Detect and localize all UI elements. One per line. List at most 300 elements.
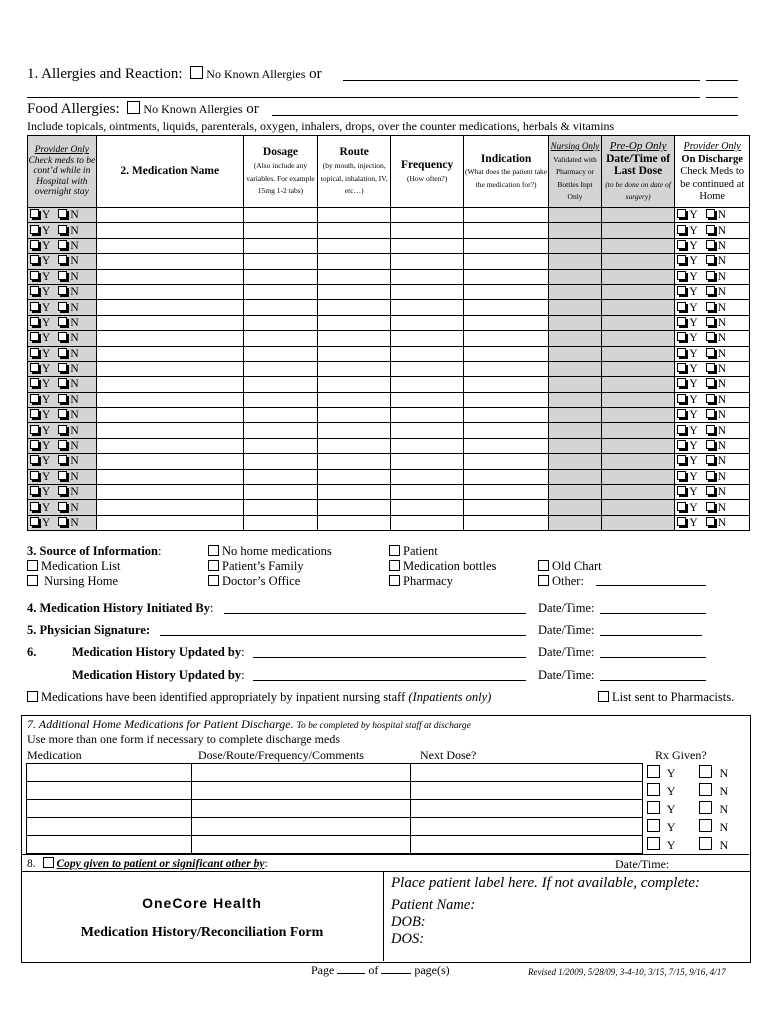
route-cell[interactable] [318, 208, 391, 223]
frequency-cell[interactable] [391, 254, 464, 269]
preop-cell[interactable] [601, 469, 675, 484]
no-checkbox[interactable] [706, 286, 715, 295]
no-checkbox[interactable] [706, 517, 715, 526]
no-checkbox[interactable] [58, 225, 67, 234]
preop-cell[interactable] [601, 361, 675, 376]
medication-name-cell[interactable] [96, 454, 243, 469]
nursing-cell[interactable] [549, 377, 602, 392]
route-cell[interactable] [318, 438, 391, 453]
no-checkbox[interactable] [58, 471, 67, 480]
route-cell[interactable] [318, 223, 391, 238]
discharge-row [27, 836, 749, 854]
datetime-input-1[interactable] [600, 613, 706, 614]
yes-checkbox[interactable] [677, 225, 686, 234]
yes-checkbox[interactable] [677, 209, 686, 218]
medication-name-cell[interactable] [96, 346, 243, 361]
rx-no-checkbox[interactable] [699, 819, 712, 832]
yes-checkbox[interactable] [677, 409, 686, 418]
indication-cell[interactable] [463, 377, 548, 392]
discharge-dose-cell[interactable] [192, 782, 411, 800]
dosage-cell[interactable] [243, 223, 317, 238]
medication-name-cell[interactable] [96, 254, 243, 269]
yes-checkbox[interactable] [677, 440, 686, 449]
source-no-home-meds-checkbox[interactable] [208, 545, 219, 556]
frequency-cell[interactable] [391, 423, 464, 438]
dosage-cell[interactable] [243, 377, 317, 392]
nursing-cell[interactable] [549, 515, 602, 530]
no-checkbox[interactable] [706, 409, 715, 418]
source-nursing-home-checkbox[interactable] [27, 575, 38, 586]
no-checkbox[interactable] [706, 486, 715, 495]
nursing-cell[interactable] [549, 300, 602, 315]
yes-checkbox[interactable] [677, 378, 686, 387]
medication-name-cell[interactable] [96, 300, 243, 315]
preop-cell[interactable] [601, 269, 675, 284]
dosage-cell[interactable] [243, 454, 317, 469]
dosage-cell[interactable] [243, 254, 317, 269]
yes-checkbox[interactable] [677, 471, 686, 480]
yes-checkbox[interactable] [677, 332, 686, 341]
discharge-dose-cell[interactable] [192, 818, 411, 836]
preop-cell[interactable] [601, 346, 675, 361]
source-bottles-checkbox[interactable] [389, 560, 400, 571]
preop-cell[interactable] [601, 392, 675, 407]
nursing-cell[interactable] [549, 423, 602, 438]
physician-signature-input[interactable] [160, 635, 526, 636]
route-cell[interactable] [318, 392, 391, 407]
nursing-cell[interactable] [549, 361, 602, 376]
route-cell[interactable] [318, 238, 391, 253]
no-checkbox[interactable] [706, 455, 715, 464]
no-checkbox[interactable] [58, 502, 67, 511]
yes-checkbox[interactable] [677, 317, 686, 326]
no-checkbox[interactable] [706, 332, 715, 341]
no-checkbox[interactable] [58, 486, 67, 495]
source-family-checkbox[interactable] [208, 560, 219, 571]
nursing-cell[interactable] [549, 454, 602, 469]
rx-no-checkbox[interactable] [699, 783, 712, 796]
medication-name-cell[interactable] [96, 438, 243, 453]
no-checkbox[interactable] [706, 363, 715, 372]
preop-cell[interactable] [601, 454, 675, 469]
indication-cell[interactable] [463, 408, 548, 423]
no-checkbox[interactable] [58, 302, 67, 311]
medication-name-cell[interactable] [96, 500, 243, 515]
food-nka-checkbox[interactable] [127, 101, 140, 114]
no-checkbox[interactable] [706, 255, 715, 264]
dosage-cell[interactable] [243, 438, 317, 453]
source-old-chart-checkbox[interactable] [538, 560, 549, 571]
dosage-cell[interactable] [243, 408, 317, 423]
yes-checkbox[interactable] [30, 286, 39, 295]
dosage-cell[interactable] [243, 315, 317, 330]
dosage-cell[interactable] [243, 515, 317, 530]
history-updated-1-input[interactable] [253, 657, 526, 658]
medication-name-cell[interactable] [96, 515, 243, 530]
header-provider-title: Provider Only [34, 145, 89, 156]
preop-cell[interactable] [601, 438, 675, 453]
rx-yes-checkbox[interactable] [647, 837, 660, 850]
dosage-cell[interactable] [243, 423, 317, 438]
yes-checkbox[interactable] [677, 286, 686, 295]
discharge-med-cell[interactable] [27, 782, 192, 800]
no-checkbox[interactable] [706, 225, 715, 234]
discharge-med-cell[interactable] [27, 764, 192, 782]
nursing-cell[interactable] [549, 485, 602, 500]
yes-checkbox[interactable] [30, 332, 39, 341]
nursing-cell[interactable] [549, 469, 602, 484]
no-checkbox[interactable] [706, 348, 715, 357]
preop-cell[interactable] [601, 377, 675, 392]
preop-cell[interactable] [601, 284, 675, 299]
frequency-cell[interactable] [391, 515, 464, 530]
yes-checkbox[interactable] [677, 240, 686, 249]
medication-name-cell[interactable] [96, 377, 243, 392]
yes-checkbox[interactable] [30, 409, 39, 418]
route-cell[interactable] [318, 500, 391, 515]
dosage-cell[interactable] [243, 469, 317, 484]
preop-cell[interactable] [601, 208, 675, 223]
rx-no-checkbox[interactable] [699, 765, 712, 778]
medication-name-cell[interactable] [96, 238, 243, 253]
route-cell[interactable] [318, 300, 391, 315]
frequency-cell[interactable] [391, 284, 464, 299]
discharge-dose-cell[interactable] [192, 836, 411, 854]
header-discharge-body: Check Meds to be continued at Home [680, 166, 745, 203]
frequency-cell[interactable] [391, 500, 464, 515]
no-checkbox[interactable] [706, 394, 715, 403]
rx-no-checkbox[interactable] [699, 801, 712, 814]
yes-checkbox[interactable] [30, 271, 39, 280]
nursing-cell[interactable] [549, 223, 602, 238]
no-checkbox[interactable] [58, 240, 67, 249]
indication-cell[interactable] [463, 454, 548, 469]
nursing-cell[interactable] [549, 208, 602, 223]
indication-cell[interactable] [463, 284, 548, 299]
frequency-cell[interactable] [391, 223, 464, 238]
no-checkbox[interactable] [706, 378, 715, 387]
route-cell[interactable] [318, 423, 391, 438]
no-checkbox[interactable] [58, 455, 67, 464]
yes-checkbox[interactable] [677, 502, 686, 511]
rx-yes-checkbox[interactable] [647, 801, 660, 814]
yes-checkbox[interactable] [677, 348, 686, 357]
yes-checkbox[interactable] [30, 440, 39, 449]
no-checkbox[interactable] [58, 394, 67, 403]
medication-name-cell[interactable] [96, 485, 243, 500]
provider-continue-cell [28, 223, 97, 238]
medication-row [28, 315, 750, 330]
no-checkbox[interactable] [58, 440, 67, 449]
no-checkbox[interactable] [706, 440, 715, 449]
yes-checkbox[interactable] [30, 302, 39, 311]
frequency-cell[interactable] [391, 408, 464, 423]
discharge-dose-cell[interactable] [192, 800, 411, 818]
nka-checkbox[interactable] [190, 66, 203, 79]
indication-cell[interactable] [463, 346, 548, 361]
medication-name-cell[interactable] [96, 469, 243, 484]
source-patient-checkbox[interactable] [389, 545, 400, 556]
frequency-cell[interactable] [391, 238, 464, 253]
yes-checkbox[interactable] [30, 348, 39, 357]
provider-continue-cell [28, 500, 97, 515]
medication-name-cell[interactable] [96, 408, 243, 423]
no-checkbox[interactable] [58, 255, 67, 264]
yes-checkbox[interactable] [30, 255, 39, 264]
yes-checkbox[interactable] [30, 486, 39, 495]
nursing-cell[interactable] [549, 254, 602, 269]
route-cell[interactable] [318, 284, 391, 299]
dosage-cell[interactable] [243, 208, 317, 223]
preop-cell[interactable] [601, 515, 675, 530]
yes-checkbox[interactable] [677, 271, 686, 280]
preop-cell[interactable] [601, 500, 675, 515]
medication-name-cell[interactable] [96, 269, 243, 284]
source-medication-list-checkbox[interactable] [27, 560, 38, 571]
allergies-input-line-end[interactable] [706, 80, 738, 81]
dosage-cell[interactable] [243, 392, 317, 407]
yes-label: Y [42, 470, 51, 483]
indication-cell[interactable] [463, 515, 548, 530]
nursing-cell[interactable] [549, 238, 602, 253]
indication-cell[interactable] [463, 300, 548, 315]
route-cell[interactable] [318, 485, 391, 500]
route-cell[interactable] [318, 254, 391, 269]
no-checkbox[interactable] [58, 209, 67, 218]
nursing-cell[interactable] [549, 315, 602, 330]
food-allergies-input-line[interactable] [272, 115, 738, 116]
route-cell[interactable] [318, 408, 391, 423]
indication-cell[interactable] [463, 331, 548, 346]
yes-checkbox[interactable] [30, 425, 39, 434]
medication-name-cell[interactable] [96, 392, 243, 407]
frequency-cell[interactable] [391, 269, 464, 284]
page-total-input[interactable] [381, 973, 411, 974]
history-initiated-input[interactable] [224, 613, 526, 614]
no-checkbox[interactable] [706, 425, 715, 434]
frequency-cell[interactable] [391, 485, 464, 500]
preop-cell[interactable] [601, 485, 675, 500]
medication-name-cell[interactable] [96, 223, 243, 238]
discharge-next-cell[interactable] [410, 836, 642, 854]
no-checkbox[interactable] [706, 271, 715, 280]
indication-cell[interactable] [463, 392, 548, 407]
no-checkbox[interactable] [58, 425, 67, 434]
yes-checkbox[interactable] [677, 302, 686, 311]
no-checkbox[interactable] [58, 271, 67, 280]
source-old-chart-label: Old Chart [552, 559, 602, 573]
discharge-next-cell[interactable] [410, 818, 642, 836]
preop-cell[interactable] [601, 408, 675, 423]
no-checkbox[interactable] [706, 302, 715, 311]
indication-cell[interactable] [463, 315, 548, 330]
discharge-next-cell[interactable] [410, 800, 642, 818]
allergies-input-line-2[interactable] [27, 97, 700, 98]
yes-checkbox[interactable] [30, 394, 39, 403]
preop-cell[interactable] [601, 315, 675, 330]
copy-checkbox[interactable] [43, 857, 54, 868]
dosage-cell[interactable] [243, 300, 317, 315]
medication-name-cell[interactable] [96, 315, 243, 330]
frequency-cell[interactable] [391, 315, 464, 330]
rx-yes-checkbox[interactable] [647, 819, 660, 832]
preop-cell[interactable] [601, 254, 675, 269]
datetime-input-2[interactable] [600, 635, 702, 636]
source-other-checkbox[interactable] [538, 575, 549, 586]
frequency-cell[interactable] [391, 438, 464, 453]
no-checkbox[interactable] [706, 502, 715, 511]
physician-signature-label: 5. Physician Signature: [27, 623, 151, 637]
preop-cell[interactable] [601, 238, 675, 253]
route-cell[interactable] [318, 315, 391, 330]
indication-cell[interactable] [463, 361, 548, 376]
frequency-cell[interactable] [391, 361, 464, 376]
yes-checkbox[interactable] [677, 517, 686, 526]
no-checkbox[interactable] [58, 409, 67, 418]
route-cell[interactable] [318, 346, 391, 361]
dosage-cell[interactable] [243, 500, 317, 515]
no-checkbox[interactable] [58, 286, 67, 295]
yes-checkbox[interactable] [30, 209, 39, 218]
no-checkbox[interactable] [58, 517, 67, 526]
frequency-cell[interactable] [391, 208, 464, 223]
yes-checkbox[interactable] [30, 455, 39, 464]
yes-checkbox[interactable] [30, 517, 39, 526]
source-doctor-checkbox[interactable] [208, 575, 219, 586]
indication-cell[interactable] [463, 223, 548, 238]
nursing-cell[interactable] [549, 438, 602, 453]
no-checkbox[interactable] [706, 317, 715, 326]
frequency-cell[interactable] [391, 377, 464, 392]
nursing-cell[interactable] [549, 500, 602, 515]
route-cell[interactable] [318, 454, 391, 469]
nursing-cell[interactable] [549, 346, 602, 361]
rx-yes-checkbox[interactable] [647, 765, 660, 778]
preop-cell[interactable] [601, 331, 675, 346]
no-checkbox[interactable] [58, 332, 67, 341]
frequency-cell[interactable] [391, 346, 464, 361]
source-other-input[interactable] [596, 585, 706, 586]
dosage-cell[interactable] [243, 485, 317, 500]
dosage-cell[interactable] [243, 284, 317, 299]
route-cell[interactable] [318, 361, 391, 376]
datetime-input-3[interactable] [600, 657, 706, 658]
no-checkbox[interactable] [706, 471, 715, 480]
nursing-cell[interactable] [549, 284, 602, 299]
rx-no-checkbox[interactable] [699, 837, 712, 850]
allergies-input-line-2-end[interactable] [706, 97, 738, 98]
discharge-next-cell[interactable] [410, 782, 642, 800]
source-pharmacy-checkbox[interactable] [389, 575, 400, 586]
yes-checkbox[interactable] [30, 317, 39, 326]
yes-checkbox[interactable] [30, 225, 39, 234]
preop-cell[interactable] [601, 423, 675, 438]
indication-cell[interactable] [463, 423, 548, 438]
dosage-cell[interactable] [243, 238, 317, 253]
indication-cell[interactable] [463, 254, 548, 269]
yes-checkbox[interactable] [677, 425, 686, 434]
discharge-dose-cell[interactable] [192, 764, 411, 782]
nursing-cell[interactable] [549, 392, 602, 407]
no-checkbox[interactable] [706, 209, 715, 218]
identified-checkbox[interactable] [27, 691, 38, 702]
dosage-cell[interactable] [243, 331, 317, 346]
indication-cell[interactable] [463, 269, 548, 284]
discharge-med-cell[interactable] [27, 800, 192, 818]
frequency-cell[interactable] [391, 392, 464, 407]
nursing-cell[interactable] [549, 331, 602, 346]
preop-cell[interactable] [601, 223, 675, 238]
no-checkbox[interactable] [58, 348, 67, 357]
rx-yes-checkbox[interactable] [647, 783, 660, 796]
yes-checkbox[interactable] [30, 502, 39, 511]
no-checkbox[interactable] [706, 240, 715, 249]
route-cell[interactable] [318, 377, 391, 392]
yes-label: Y [42, 455, 51, 468]
indication-cell[interactable] [463, 500, 548, 515]
page-number-input[interactable] [337, 973, 365, 974]
yes-checkbox[interactable] [677, 455, 686, 464]
medication-name-cell[interactable] [96, 284, 243, 299]
dosage-cell[interactable] [243, 361, 317, 376]
yes-checkbox[interactable] [677, 363, 686, 372]
medication-name-cell[interactable] [96, 423, 243, 438]
dosage-cell[interactable] [243, 269, 317, 284]
route-cell[interactable] [318, 515, 391, 530]
dosage-cell[interactable] [243, 346, 317, 361]
nursing-cell[interactable] [549, 408, 602, 423]
discharge-continue-cell [675, 392, 750, 407]
yes-checkbox[interactable] [677, 486, 686, 495]
history-updated-2-input[interactable] [253, 680, 526, 681]
yes-checkbox[interactable] [677, 255, 686, 264]
indication-cell[interactable] [463, 208, 548, 223]
no-checkbox[interactable] [58, 363, 67, 372]
frequency-cell[interactable] [391, 454, 464, 469]
indication-cell[interactable] [463, 469, 548, 484]
route-cell[interactable] [318, 331, 391, 346]
yes-checkbox[interactable] [677, 394, 686, 403]
no-checkbox[interactable] [58, 317, 67, 326]
yes-label: Y [689, 363, 698, 376]
discharge-next-cell[interactable] [410, 764, 642, 782]
route-cell[interactable] [318, 269, 391, 284]
yes-checkbox[interactable] [30, 471, 39, 480]
frequency-cell[interactable] [391, 300, 464, 315]
allergies-input-line[interactable] [343, 80, 700, 81]
medication-name-cell[interactable] [96, 361, 243, 376]
preop-cell[interactable] [601, 300, 675, 315]
indication-cell[interactable] [463, 238, 548, 253]
datetime-input-4[interactable] [600, 680, 706, 681]
discharge-continue-cell [675, 377, 750, 392]
discharge-med-cell[interactable] [27, 836, 192, 854]
no-checkbox[interactable] [58, 378, 67, 387]
yes-checkbox[interactable] [30, 240, 39, 249]
yes-checkbox[interactable] [30, 378, 39, 387]
indication-cell[interactable] [463, 438, 548, 453]
indication-cell[interactable] [463, 485, 548, 500]
medication-name-cell[interactable] [96, 208, 243, 223]
frequency-cell[interactable] [391, 331, 464, 346]
route-cell[interactable] [318, 469, 391, 484]
discharge-med-cell[interactable] [27, 818, 192, 836]
nursing-cell[interactable] [549, 269, 602, 284]
yes-checkbox[interactable] [30, 363, 39, 372]
frequency-cell[interactable] [391, 469, 464, 484]
list-sent-checkbox[interactable] [598, 691, 609, 702]
medication-name-cell[interactable] [96, 331, 243, 346]
